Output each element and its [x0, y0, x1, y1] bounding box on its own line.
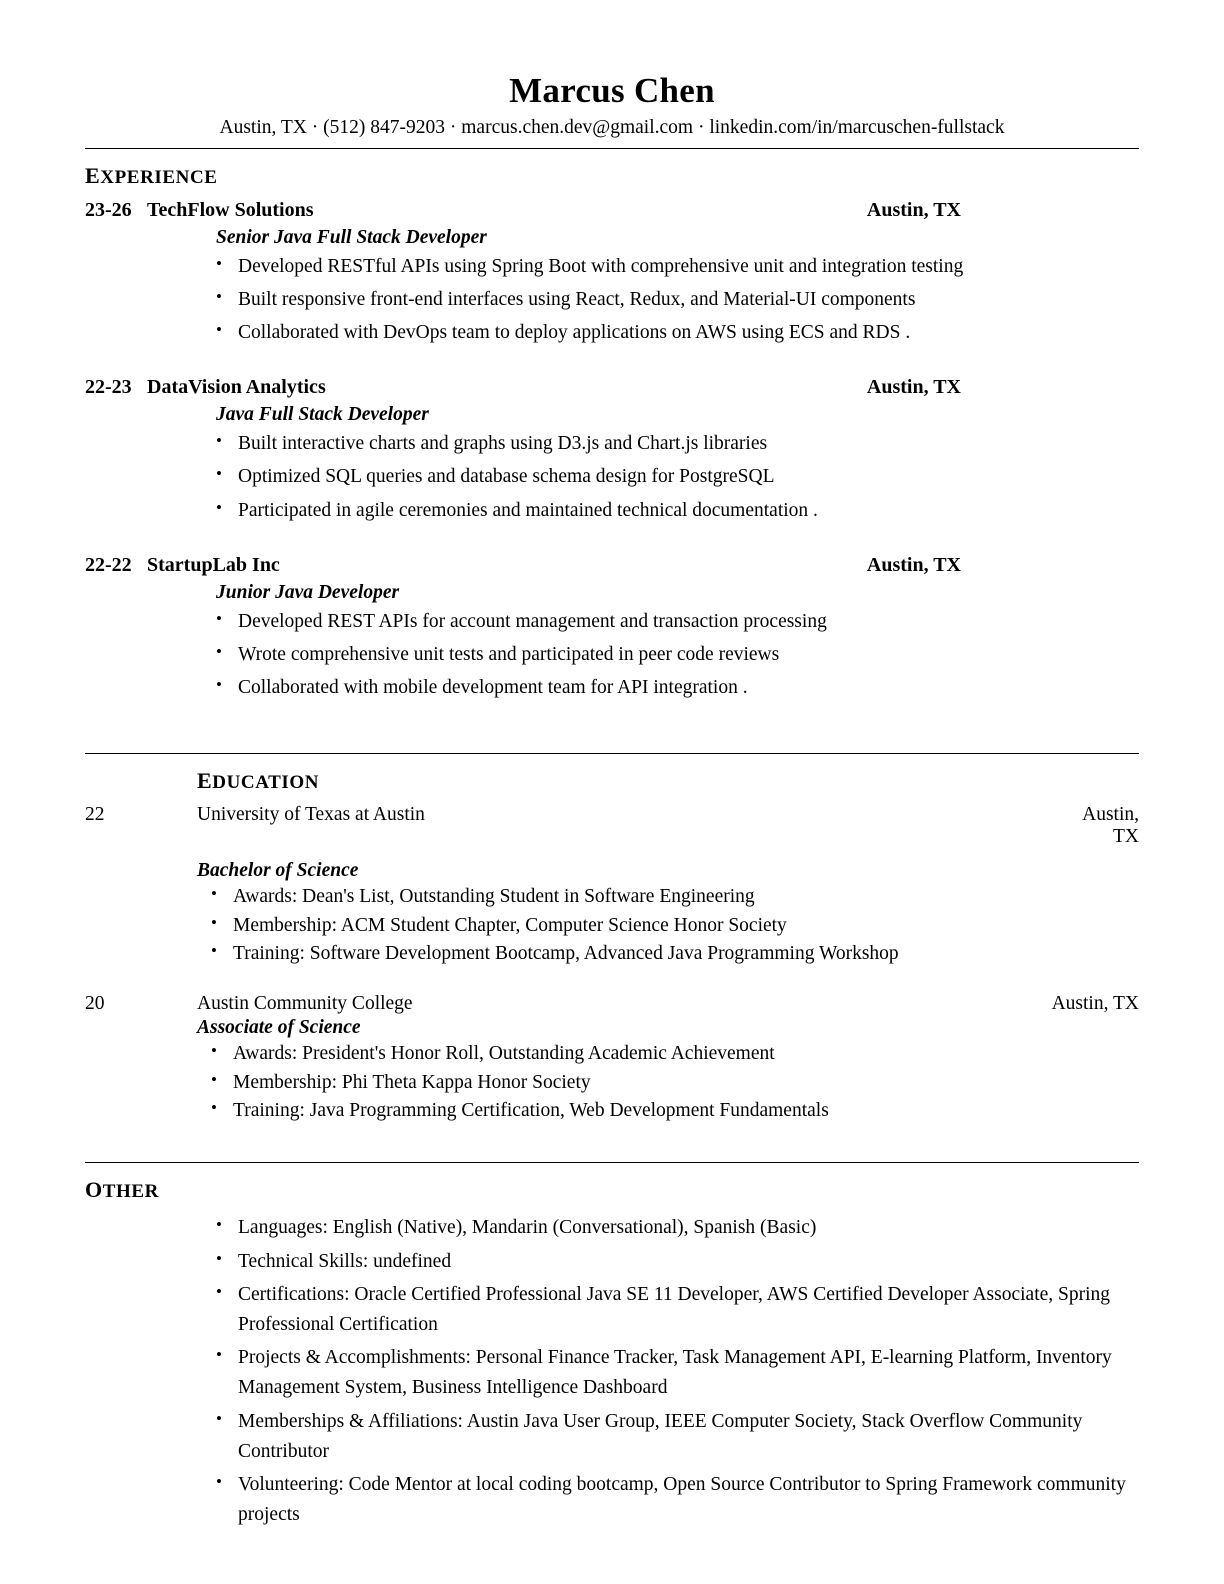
experience-organization: TechFlow Solutions	[147, 198, 314, 221]
education-degree: Bachelor of Science	[197, 860, 359, 882]
education-location: Austin, TX	[1051, 993, 1139, 1015]
experience-dates: 23-26	[85, 198, 132, 221]
list-item: • Developed REST APIs for account management and transaction processing	[216, 607, 1139, 637]
experience-bullet-list	[85, 252, 1139, 349]
education-bullet-list	[85, 1041, 1139, 1124]
experience-education-divider	[85, 753, 1139, 754]
list-item: • Volunteering: Code Mentor at local coding bootcamp, Open Source Contributor to Spring Framework community projects	[216, 1470, 1139, 1530]
list-item: • Built interactive charts and graphs using D3.js and Chart.js libraries	[216, 429, 1139, 459]
experience-dates: 22-23	[85, 376, 132, 399]
experience-bullet-list	[85, 429, 1139, 526]
section-heading-experience	[85, 163, 1139, 189]
list-item: • Built responsive front-end interfaces using React, Redux, and Material-UI components	[216, 285, 1139, 315]
experience-bullet-list	[85, 607, 1139, 704]
other-bullet-list	[85, 1213, 1139, 1530]
list-item: • Wrote comprehensive unit tests and participated in peer code reviews	[216, 640, 1139, 670]
list-item: • Awards: President's Honor Roll, Outstanding Academic Achievement	[211, 1041, 1139, 1067]
experience-location: Austin, TX	[866, 198, 961, 221]
section-heading-other-initial: O	[85, 1177, 103, 1203]
experience-job-title: Junior Java Developer	[216, 581, 400, 603]
education-entry-header	[85, 804, 1139, 848]
education-degree: Associate of Science	[197, 1017, 361, 1039]
section-heading-experience-rest: XPERIENCE	[100, 166, 218, 188]
list-item: • Membership: ACM Student Chapter, Computer Science Honor Society	[211, 913, 1139, 939]
experience-dates: 22-22	[85, 553, 132, 576]
education-entry	[85, 804, 1139, 967]
experience-entry	[85, 199, 1139, 349]
list-item: • Collaborated with mobile development team for API integration .	[216, 673, 1139, 703]
experience-organization: DataVision Analytics	[147, 376, 326, 399]
experience-location: Austin, TX	[866, 553, 961, 576]
list-item: • Memberships & Affiliations: Austin Java User Group, IEEE Computer Society, Stack Overflow Community Contributor	[216, 1407, 1139, 1467]
list-item: • Technical Skills: undefined	[216, 1247, 1139, 1277]
header-divider	[85, 148, 1139, 149]
education-other-divider	[85, 1162, 1139, 1163]
list-item: • Membership: Phi Theta Kappa Honor Society	[211, 1070, 1139, 1096]
list-item: • Awards: Dean's List, Outstanding Student in Software Engineering	[211, 884, 1139, 910]
section-heading-other-rest: THER	[102, 1181, 159, 1203]
section-heading-experience-initial: E	[85, 162, 101, 188]
education-bullet-list	[85, 884, 1139, 967]
contact-line: Austin, TX · (512) 847-9203 · marcus.chen.dev@gmail.com · linkedin.com/in/marcuschen-fullstack	[219, 116, 1005, 138]
experience-job-title: Java Full Stack Developer	[216, 404, 429, 426]
education-location: Austin, TX	[1082, 804, 1139, 848]
list-item: • Projects & Accomplishments: Personal Finance Tracker, Task Management API, E-learning Platform, Inventory Management System, Business Intelligence Dashboard	[216, 1343, 1139, 1403]
education-entry-header	[85, 993, 1139, 1015]
education-school: University of Texas at Austin	[197, 804, 425, 826]
list-item: • Collaborated with DevOps team to deploy applications on AWS using ECS and RDS .	[216, 318, 1139, 348]
section-heading-education	[197, 768, 1139, 794]
list-item: • Developed RESTful APIs using Spring Boot with comprehensive unit and integration testing	[216, 252, 1139, 282]
list-item: • Certifications: Oracle Certified Professional Java SE 11 Developer, AWS Certified Developer Associate, Spring Professional Certification	[216, 1280, 1139, 1340]
experience-job-title: Senior Java Full Stack Developer	[216, 226, 487, 248]
education-dates: 22	[85, 804, 105, 826]
experience-entry-header	[85, 376, 1139, 399]
section-heading-education-rest: DUCATION	[212, 772, 320, 794]
experience-entry	[85, 376, 1139, 526]
list-item: • Training: Software Development Bootcamp, Advanced Java Programming Workshop	[211, 941, 1139, 967]
list-item: • Languages: English (Native), Mandarin (Conversational), Spanish (Basic)	[216, 1213, 1139, 1243]
list-item: • Training: Java Programming Certification, Web Development Fundamentals	[211, 1098, 1139, 1124]
experience-entry-header	[85, 199, 1139, 222]
section-heading-education-initial: E	[197, 768, 213, 794]
experience-entry-header	[85, 554, 1139, 577]
experience-entry	[85, 554, 1139, 704]
experience-location: Austin, TX	[866, 376, 961, 399]
education-school: Austin Community College	[197, 993, 413, 1015]
list-item: • Participated in agile ceremonies and maintained technical documentation .	[216, 496, 1139, 526]
experience-organization: StartupLab Inc	[147, 553, 280, 576]
list-item: • Optimized SQL queries and database schema design for PostgreSQL	[216, 462, 1139, 492]
page-title: Marcus Chen	[509, 71, 715, 110]
education-dates: 20	[85, 993, 105, 1015]
education-entry	[85, 993, 1139, 1124]
section-heading-other	[85, 1177, 1139, 1203]
